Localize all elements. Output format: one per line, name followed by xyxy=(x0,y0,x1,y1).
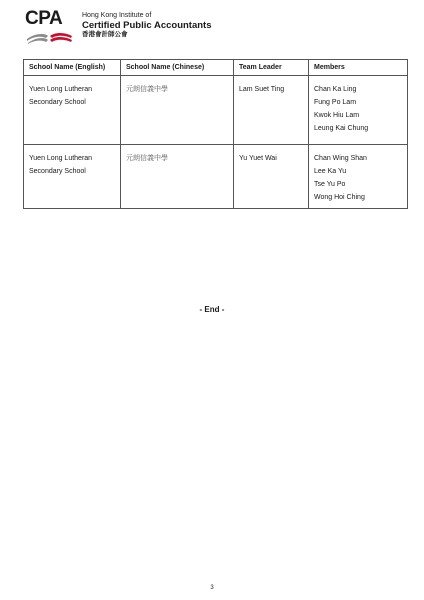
school-name-line: Yuen Long Lutheran xyxy=(29,155,93,162)
cell-team-leader xyxy=(234,76,309,145)
header-school-chinese: School Name (Chinese) xyxy=(121,60,234,76)
member-name: Fung Po Lam xyxy=(314,99,357,106)
school-name-line: Yuen Long Lutheran xyxy=(29,86,93,93)
team-leader-name: Lam Suet Ting xyxy=(239,86,285,93)
page-number: 3 xyxy=(210,585,214,591)
school-name-chinese: 元朗信義中學 xyxy=(126,85,168,93)
cell-school-chinese xyxy=(121,145,234,209)
cell-members xyxy=(309,145,408,209)
org-name-chinese: 香港會計師公會 xyxy=(82,31,128,38)
org-name-line1: Hong Kong Institute of xyxy=(82,12,152,19)
cell-team-leader xyxy=(234,145,309,209)
end-marker: - End - xyxy=(199,305,225,314)
logo-cpa-wordmark: CPA xyxy=(25,8,63,29)
org-name-line2: Certified Public Accountants xyxy=(82,20,212,31)
member-name: Tse Yu Po xyxy=(314,181,346,188)
header-school-english: School Name (English) xyxy=(24,60,121,76)
cell-members xyxy=(309,76,408,145)
cell-school-english xyxy=(24,145,121,209)
member-name: Chan Ka Ling xyxy=(314,86,357,93)
table-row xyxy=(24,76,408,145)
member-name: Chan Wing Shan xyxy=(314,155,367,162)
table-row xyxy=(24,145,408,209)
school-name-line: Secondary School xyxy=(29,99,86,106)
cell-school-chinese xyxy=(121,76,234,145)
member-name: Lee Ka Yu xyxy=(314,168,347,175)
member-name: Leung Kai Chung xyxy=(314,125,369,132)
cpa-logo-mark xyxy=(25,8,73,45)
hkicpa-logo xyxy=(25,8,225,45)
team-table xyxy=(23,59,408,209)
logo-text-block xyxy=(82,12,232,39)
header-members: Members xyxy=(309,60,408,76)
member-name: Kwok Hiu Lam xyxy=(314,112,360,119)
logo-swoosh-icon xyxy=(25,31,73,45)
member-name: Wong Hoi Ching xyxy=(314,194,365,201)
school-name-line: Secondary School xyxy=(29,168,86,175)
header-team-leader: Team Leader xyxy=(234,60,309,76)
cell-school-english xyxy=(24,76,121,145)
school-name-chinese: 元朗信義中學 xyxy=(126,154,168,162)
table-header-row xyxy=(24,60,408,76)
team-leader-name: Yu Yuet Wai xyxy=(239,155,277,162)
